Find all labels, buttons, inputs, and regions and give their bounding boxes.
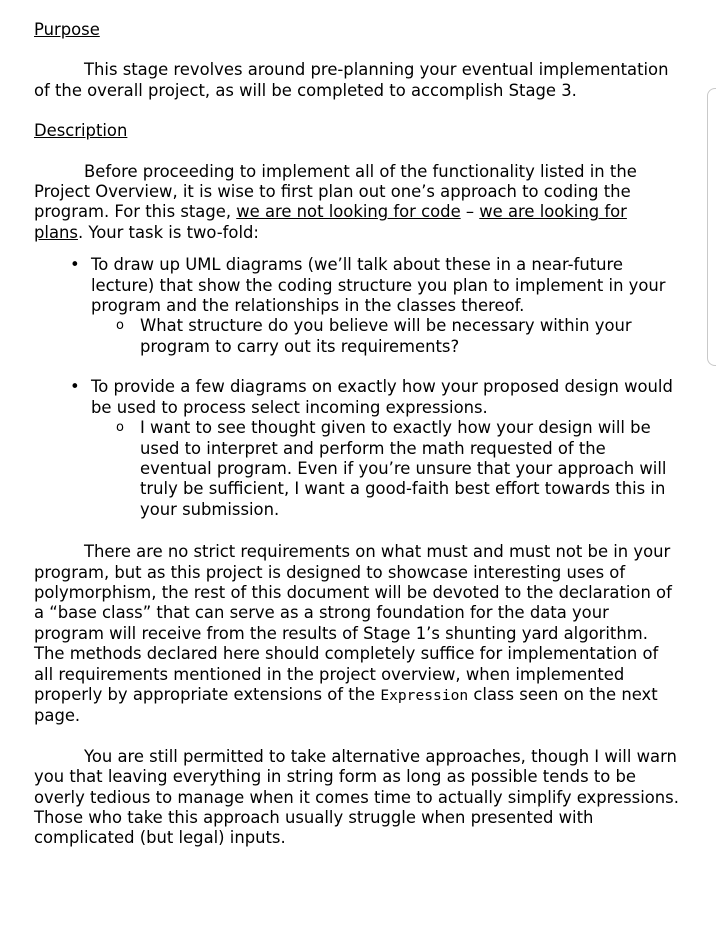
list-item — [34, 377, 679, 520]
description-heading: Description — [34, 121, 128, 141]
sub-bullet-icon: o — [116, 318, 124, 334]
sub-list — [91, 316, 679, 357]
intro-underline-plans: we are looking for plans — [34, 202, 627, 242]
list-item-text: To draw up UML diagrams (we’ll talk about these in a near-future lecture) that show the coding structure you plan to implement in your program and the relationships in the classes thereof. — [91, 255, 666, 316]
sub-bullet-icon: o — [116, 420, 124, 436]
alternatives-paragraph: You are still permitted to take alternative approaches, though I will warn you that leaving everything in string form as long as possible tends to be overly tedious to manage when it comes time to actually simplify expressions. Those who take this approach usually struggle when presented with complicated (but legal) inputs. — [34, 746, 679, 848]
purpose-heading: Purpose — [34, 20, 100, 39]
sub-list-item — [91, 316, 679, 357]
purpose-paragraph: This stage revolves around pre-planning your eventual implementation of the overall project, as will be completed to accomplish Stage 3. — [34, 60, 669, 100]
sub-list-item-text: What structure do you believe will be necessary within your program to carry out its requirements? — [140, 316, 632, 356]
polymorphism-paragraph — [34, 542, 679, 727]
document-body — [34, 20, 679, 849]
intro-underline-not-code: we are not looking for code — [236, 202, 461, 222]
sub-list-item-text: I want to see thought given to exactly how your design will be used to interpret and perform the math requested of the eventual program. Even if you’re unsure that your approach will truly be sufficient, I want a good-faith best effort towards this in your submission. — [140, 418, 667, 519]
task-list — [34, 255, 679, 520]
expression-class-code: Expression — [380, 686, 469, 704]
bullet-icon: • — [70, 377, 80, 397]
sub-list — [91, 418, 679, 520]
intro-text-before: Before proceeding to implement all of the functionality listed in the Project Overview, it is wise to first plan out one’s approach to coding the program. For this stage, — [34, 161, 637, 222]
sub-list-item — [91, 418, 679, 520]
bullet-icon: • — [70, 255, 80, 275]
comment-panel-edge — [707, 88, 716, 366]
para2-text-after: class seen on the next page. — [34, 684, 658, 726]
intro-text-after: . Your task is two-fold: — [77, 222, 259, 242]
intro-dash: – — [460, 202, 480, 222]
list-item-text: To provide a few diagrams on exactly how your proposed design would be used to process select incoming expressions. — [91, 377, 673, 417]
list-item — [34, 255, 679, 357]
description-intro-paragraph — [34, 162, 679, 244]
para2-text-before: There are no strict requirements on what must and must not be in your program, but as this project is designed to showcase interesting uses of polymorphism, the rest of this document will be devoted to the declaration of a “base class” that can serve as a strong foundation for the data your program will receive from the results of Stage 1’s shunting yard algorithm. The methods declared here should completely suffice for implementation of all requirements mentioned in the project overview, when implemented properly by appropriate extensions of the — [34, 542, 672, 704]
